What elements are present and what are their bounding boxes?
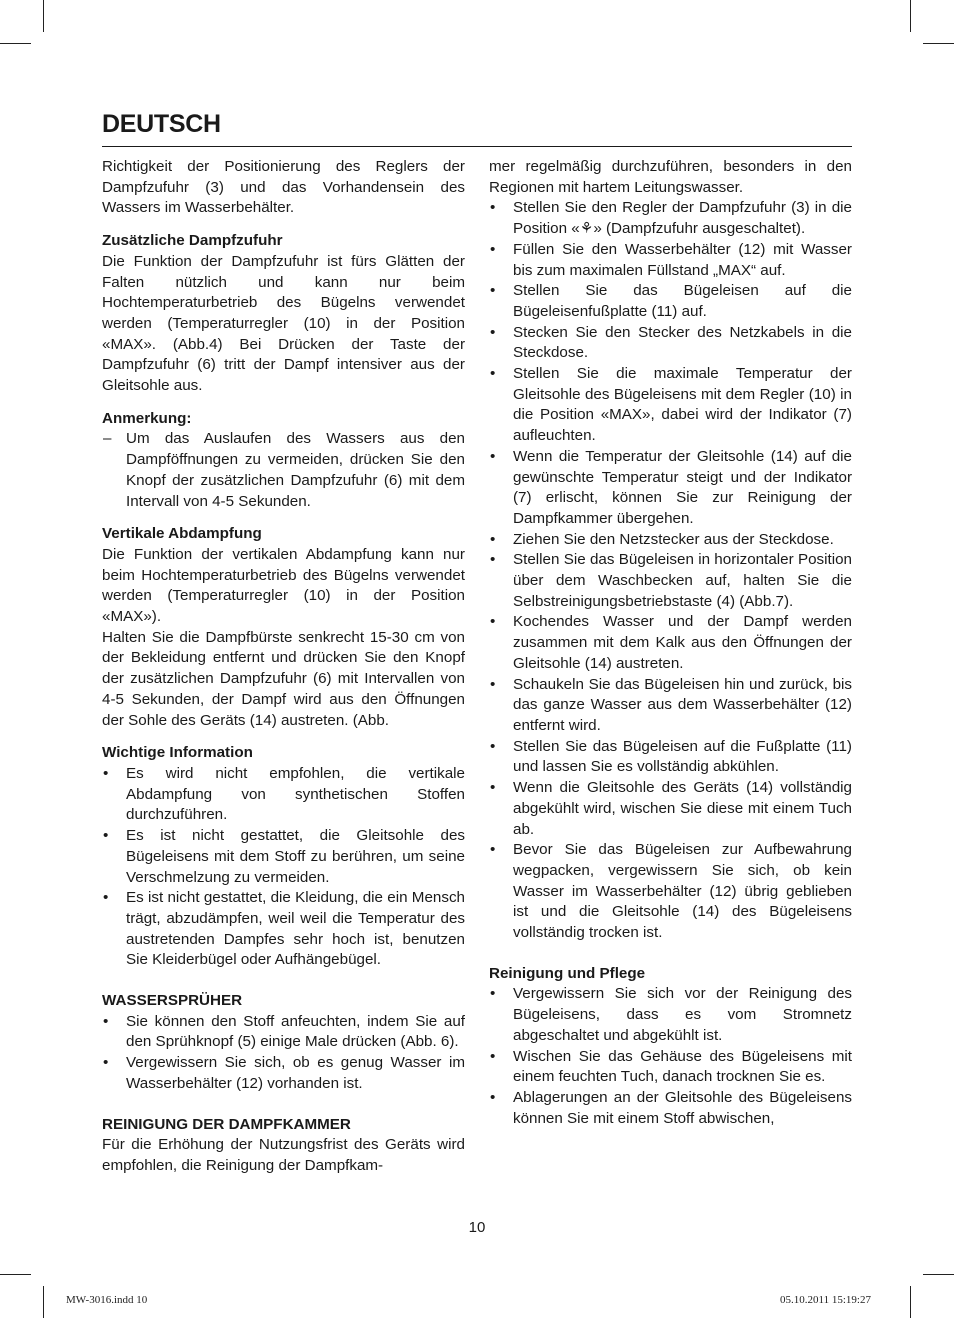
section-heading-vertical-steam: Vertikale Abdampfung <box>102 525 262 543</box>
crop-mark <box>910 1286 911 1318</box>
list-item-text: Wenn die Temperatur der Gleitsohle (14) auf die gewünschte Temperatur steigt und der Indikator (7) erlischt, können Sie zur Reinigung der Dampfkammer übergehen. <box>513 447 852 527</box>
bullet-mark: • <box>490 530 496 548</box>
bullet-mark: • <box>103 1054 109 1072</box>
list-item-text: Schaukeln Sie das Bügeleisen hin und zurück, bis das ganze Wasser aus dem Wasserbehälter (12) entfernt wird. <box>513 675 852 734</box>
intro-paragraph: Richtigkeit der Positionierung des Reglers der Dampfzufuhr (3) und das Vorhandensein des Wassers im Wasserbehälter. <box>102 158 465 217</box>
section-heading-steam-chamber-cleaning: REINIGUNG DER DAMPFKAMMER <box>102 1115 351 1133</box>
important-info-list <box>102 764 465 971</box>
list-item-text: Stellen Sie das Bügeleisen auf die Fußplatte (11) und lassen Sie es vollständig abkühlen. <box>513 737 852 776</box>
list-item-text: Ablagerungen an der Gleitsohle des Bügeleisens können Sie mit einem Stoff abwischen, <box>513 1088 852 1127</box>
crop-mark <box>43 1286 44 1318</box>
list-item <box>102 1012 465 1053</box>
bullet-mark: • <box>490 551 496 569</box>
section-heading-note: Anmerkung: <box>102 409 192 427</box>
list-item-text: Stellen Sie den Regler der Dampfzufuhr (3) in die Position « <box>513 199 852 238</box>
steam-off-icon: ⚘ <box>579 220 594 238</box>
list-item <box>489 612 852 674</box>
bullet-mark: • <box>490 841 496 859</box>
bullet-mark: • <box>490 365 496 383</box>
bullet-mark: • <box>490 323 496 341</box>
vertical-steam-text: Halten Sie die Dampfbürste senkrecht 15-30 cm von der Bekleidung entfernt und drücken Sie den Knopf der zusätzlichen Dampfzufuhr (6) mit Intervallen von 4-5 Sekunden, der Dampf wird aus den Öffnungen der Sohle des Geräts (14) austreten. (Abb. <box>102 628 465 729</box>
list-item-text: Stellen Sie das Bügeleisen in horizontaler Position über dem Waschbecken auf, halten Sie die Selbstreinigungsbetriebstaste (4) (Abb.7). <box>513 551 852 610</box>
list-item-text: » (Dampfzufuhr ausgeschaltet). <box>593 220 806 238</box>
crop-mark <box>0 43 31 44</box>
list-item-text: Kochendes Wasser und der Dampf werden zusammen mit dem Kalk aus den Öffnungen der Gleitsohle (14) austreten. <box>513 613 852 672</box>
list-item <box>102 764 465 826</box>
bullet-mark: • <box>490 779 496 797</box>
list-item <box>102 1053 465 1094</box>
list-item <box>489 737 852 778</box>
list-item <box>489 675 852 737</box>
bullet-mark: • <box>490 675 496 693</box>
section-heading-water-sprayer: WASSERSPRÜHER <box>102 992 243 1010</box>
bullet-mark: • <box>490 737 496 755</box>
list-item <box>489 530 852 551</box>
bullet-mark: • <box>490 1088 496 1106</box>
list-item <box>102 888 465 971</box>
list-item <box>489 778 852 840</box>
bullet-mark: • <box>490 1047 496 1065</box>
steam-chamber-steps-list <box>489 198 852 943</box>
cleaning-care-list <box>489 984 852 1129</box>
list-item-text: Es ist nicht gestattet, die Gleitsohle des Bügeleisens mit dem Stoff zu berühren, um seine Verschmelzung zu vermeiden. <box>126 827 465 886</box>
crop-mark <box>910 0 911 32</box>
list-item-text: Sie können den Stoff anfeuchten, indem Sie auf den Sprühknopf (5) einige Male drücken (Abb. 6). <box>126 1012 465 1051</box>
continued-paragraph: mer regelmäßig durchzuführen, besonders in den Regionen mit hartem Leitungswasser. <box>489 158 852 196</box>
list-item-text: Wenn die Gleitsohle des Geräts (14) vollständig abgekühlt wird, wischen Sie diese mit einem Tuch ab. <box>513 779 852 838</box>
section-heading-cleaning-care: Reinigung und Pflege <box>489 964 646 982</box>
crop-mark <box>923 1274 954 1275</box>
bullet-mark: • <box>490 985 496 1003</box>
note-list <box>102 429 465 512</box>
list-item-text: Es ist nicht gestattet, die Kleidung, die ein Mensch trägt, abzudämpfen, weil weil die Temperatur des austretenden Dampfes sehr hoch ist, benutzen Sie Kleiderbügel oder Aufhängebügel. <box>126 889 465 969</box>
bullet-mark: • <box>490 199 496 217</box>
list-item <box>102 826 465 888</box>
title-rule <box>102 146 852 147</box>
list-item <box>489 1088 852 1129</box>
list-item-text: Stecken Sie den Stecker des Netzkabels in die Steckdose. <box>513 323 852 362</box>
list-item <box>489 1047 852 1088</box>
list-item <box>489 984 852 1046</box>
page-number: 10 <box>468 1219 486 1236</box>
bullet-mark: • <box>490 447 496 465</box>
bullet-mark: • <box>490 282 496 300</box>
list-item-text: Stellen Sie das Bügeleisen auf die Bügeleisenfußplatte (11) auf. <box>513 282 852 320</box>
page-title: DEUTSCH <box>102 110 221 138</box>
list-item-text: Es wird nicht empfohlen, die vertikale Abdampfung von synthetischen Stoffen durchzuführen. <box>126 764 465 824</box>
list-item-text: Wischen Sie das Gehäuse des Bügeleisens mit einem feuchten Tuch, danach trocknen Sie es. <box>513 1047 852 1086</box>
list-item-text: Vergewissern Sie sich vor der Reinigung des Bügeleisens, dass es vom Stromnetz abgeschaltet und abgekühlt ist. <box>513 985 852 1044</box>
list-item <box>489 198 852 239</box>
bullet-mark: • <box>103 1012 109 1030</box>
dash-mark: – <box>103 430 112 448</box>
crop-mark <box>43 0 44 32</box>
list-item <box>489 447 852 530</box>
bullet-mark: • <box>490 613 496 631</box>
list-item <box>489 840 852 944</box>
list-item-text: Bevor Sie das Bügeleisen zur Aufbewahrung wegpacken, vergewissern Sie sich, ob kein Wasser im Wasserbehälter (12) übrig geblieben ist und die Gleitsohle (14) des Bügeleisens vollständig trocken ist. <box>513 841 852 942</box>
right-column <box>489 157 852 1129</box>
crop-mark <box>923 43 954 44</box>
section-heading-additional-steam: Zusätzliche Dampfzufuhr <box>102 232 283 250</box>
footer-file-name: MW-3016.indd 10 <box>66 1294 148 1306</box>
list-item <box>102 429 465 512</box>
left-column <box>102 157 465 1177</box>
list-item <box>489 240 852 281</box>
additional-steam-text: Die Funktion der Dampfzufuhr ist fürs Glätten der Falten nützlich und kann nur beim Hochtemperaturbetrieb des Bügelns verwendet werden (Temperaturregler (10) in der Position «MAX». (Abb.4) Bei Drücken der Taste der Dampfzufuhr (6) tritt der Dampf intensiver aus der Gleitsohle aus. <box>102 252 465 395</box>
list-item-text: Um das Auslaufen des Wassers aus den Dampföffnungen zu vermeiden, drücken Sie den Knopf der zusätzlichen Dampfzufuhr (6) mit dem Intervall von 4-5 Sekunden. <box>126 430 465 510</box>
list-item <box>489 550 852 612</box>
crop-mark <box>0 1274 31 1275</box>
bullet-mark: • <box>490 240 496 258</box>
bullet-mark: • <box>103 889 109 907</box>
list-item <box>489 281 852 322</box>
list-item-text: Füllen Sie den Wasserbehälter (12) mit Wasser bis zum maximalen Füllstand „MAX“ auf. <box>513 240 852 279</box>
list-item <box>489 364 852 447</box>
list-item-text: Ziehen Sie den Netzstecker aus der Steckdose. <box>513 530 834 548</box>
list-item-text: Vergewissern Sie sich, ob es genug Wasser im Wasserbehälter (12) vorhanden ist. <box>126 1054 465 1092</box>
list-item-text: Stellen Sie die maximale Temperatur der Gleitsohle des Bügeleisens mit dem Regler (10) in die Position «MAX», dabei wird der Indikator (7) aufleuchten. <box>513 365 852 445</box>
vertical-steam-text: Die Funktion der vertikalen Abdampfung kann nur beim Hochtemperaturbetrieb des Bügelns verwendet werden (Temperaturregler (10) in der Position «MAX»). <box>102 545 465 626</box>
footer-timestamp: 05.10.2011 15:19:27 <box>780 1294 871 1306</box>
section-heading-important-info: Wichtige Information <box>102 744 253 762</box>
bullet-mark: • <box>103 764 109 782</box>
steam-chamber-cleaning-text: Für die Erhöhung der Nutzungsfrist des Geräts wird empfohlen, die Reinigung der Dampfkam- <box>102 1136 465 1174</box>
list-item <box>489 323 852 364</box>
bullet-mark: • <box>103 827 109 845</box>
water-sprayer-list <box>102 1012 465 1095</box>
